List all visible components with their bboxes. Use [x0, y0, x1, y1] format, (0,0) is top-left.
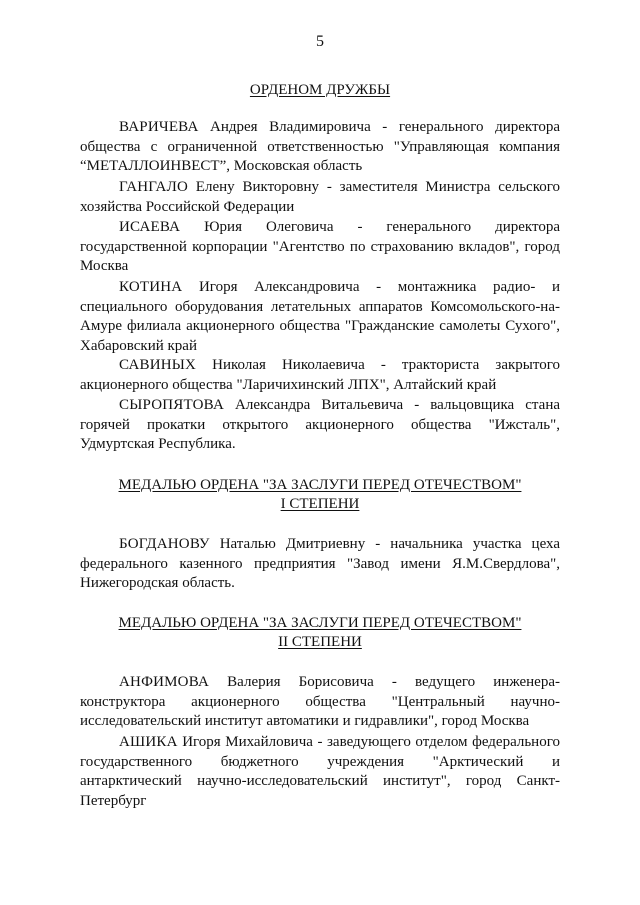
recipient-details: Николая Николаевича - тракториста закрытого акционерного общества "Ларичихинский ЛПХ", Алтайский край	[80, 357, 560, 393]
recipient-details: Валерия Борисовича - ведущего инженера-конструктора акционерного общества "Центральный научно-исследовательский институт автоматики и гидравлики", город Москва	[80, 674, 560, 729]
award-entry	[80, 118, 560, 177]
page-number: 5	[316, 33, 324, 50]
award-entry	[80, 535, 560, 594]
recipient-surname: АШИКА	[119, 734, 178, 750]
recipient-surname: КОТИНА	[119, 279, 183, 295]
recipient-surname: САВИНЫХ	[119, 357, 197, 373]
award-entry	[80, 673, 560, 732]
award-entry	[80, 396, 560, 455]
recipient-details: Андрея Владимировича - генерального директора общества с ограниченной ответственностью "Управляющая компания “МЕТАЛЛОИНВЕСТ”, Московская область	[80, 119, 560, 174]
award-entry	[80, 278, 560, 356]
recipient-details: Игоря Михайловича - заведующего отделом федерального государственного бюджетного учреждения "Арктический и антарктический научно-исследовательский институт", город Санкт-Петербург	[80, 734, 560, 809]
section-heading-medal-first-degree	[80, 476, 560, 514]
heading-line: I СТЕПЕНИ	[280, 496, 360, 512]
recipient-details: Наталью Дмитриевну - начальника участка цеха федерального казенного предприятия "Завод имени Я.М.Свердлова", Нижегородская область.	[80, 536, 560, 591]
recipient-surname: СЫРОПЯТОВА	[119, 397, 224, 413]
recipient-surname: ИСАЕВА	[119, 219, 181, 235]
award-entry	[80, 178, 560, 217]
recipient-details: Юрия Олеговича - генерального директора государственной корпорации "Агентство по страхованию вкладов", город Москва	[80, 219, 560, 274]
recipient-details: Елену Викторовну - заместителя Министра сельского хозяйства Российской Федерации	[80, 179, 560, 215]
recipient-details: Александра Витальевича - вальцовщика стана горячей прокатки открытого акционерного общества "Ижсталь", Удмуртская Республика.	[80, 397, 560, 452]
award-entry	[80, 218, 560, 277]
recipient-surname: ВАРИЧЕВА	[119, 119, 199, 135]
section-heading-medal-second-degree	[80, 614, 560, 652]
recipient-details: Игоря Александровича - монтажника радио- и специального оборудования летательных аппаратов Комсомольского-на-Амуре филиала акционерного общества "Гражданские самолеты Сухого", Хабаровский край	[80, 279, 560, 354]
recipient-surname: ГАНГАЛО	[119, 179, 188, 195]
heading-line: МЕДАЛЬЮ ОРДЕНА "ЗА ЗАСЛУГИ ПЕРЕД ОТЕЧЕСТВОМ"	[118, 477, 522, 493]
section-heading-order-of-friendship	[80, 81, 560, 100]
heading-line: ОРДЕНОМ ДРУЖБЫ	[249, 82, 391, 98]
recipient-surname: АНФИМОВА	[119, 674, 210, 690]
heading-line: МЕДАЛЬЮ ОРДЕНА "ЗА ЗАСЛУГИ ПЕРЕД ОТЕЧЕСТВОМ"	[118, 615, 522, 631]
heading-line: II СТЕПЕНИ	[278, 634, 362, 650]
recipient-surname: БОГДАНОВУ	[119, 536, 210, 552]
award-entry	[80, 356, 560, 395]
award-entry	[80, 733, 560, 811]
